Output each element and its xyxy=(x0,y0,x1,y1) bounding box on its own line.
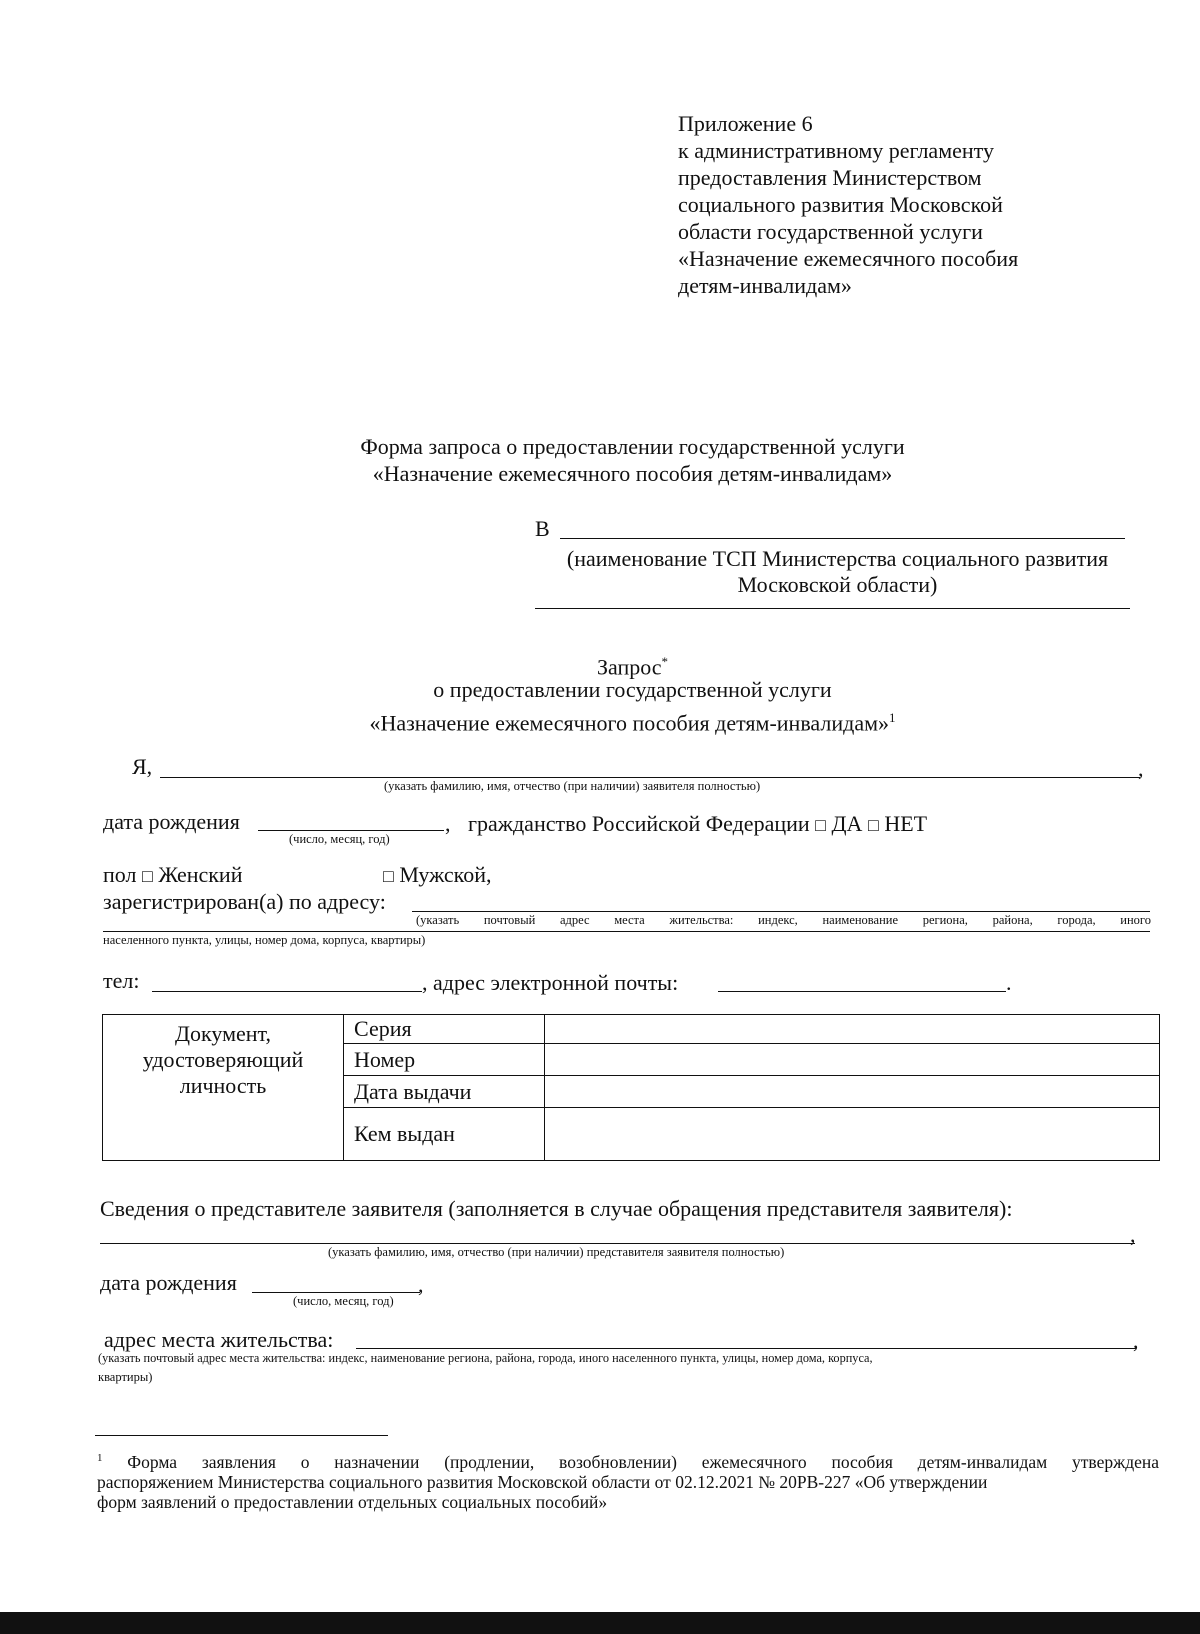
sex-label: пол xyxy=(103,862,137,887)
applicant-name-field[interactable] xyxy=(160,777,1140,778)
applicant-name-comma: , xyxy=(1138,756,1144,781)
applicant-birth-field[interactable] xyxy=(258,830,444,831)
addressee-field-2[interactable] xyxy=(535,608,1130,609)
footnote-line2: распоряжением Министерства социального развития Московской области от 02.12.2021 № 20РВ-227 «Об утверждении xyxy=(97,1471,988,1492)
form-title-line2: «Назначение ежемесячного пособия детям-инвалидам» xyxy=(372,461,893,486)
id-number-field[interactable] xyxy=(545,1044,1160,1076)
sex-row xyxy=(103,861,242,890)
request-asterisk: * xyxy=(661,654,669,669)
representative-address-hint-line1: (указать почтовый адрес места жительства: индекс, наименование региона, района, города, иного населенного пункта, улицы, номер дома, корпуса, xyxy=(98,1351,873,1365)
checkbox-no[interactable]: □ xyxy=(867,815,879,835)
email-label: , адрес электронной почты: xyxy=(422,970,679,995)
representative-address-label: адрес места жительства: xyxy=(104,1327,334,1352)
sex-male-label: Мужской, xyxy=(399,862,492,887)
reg-address-field-2[interactable] xyxy=(103,931,1150,932)
addressee-field[interactable] xyxy=(560,538,1125,539)
citizenship-text: гражданство Российской Федерации xyxy=(468,811,810,836)
representative-name-hint: (указать фамилию, имя, отчество (при наличии) представителя заявителя полностью) xyxy=(328,1245,785,1259)
checkbox-female[interactable]: □ xyxy=(141,866,153,886)
phone-field[interactable] xyxy=(152,991,422,992)
annex-line: детям-инвалидам» xyxy=(678,273,852,298)
request-title-word: Запрос xyxy=(596,654,662,680)
form-title-line1: Форма запроса о предоставлении государственной услуги xyxy=(360,434,905,459)
checkbox-male[interactable]: □ xyxy=(383,866,394,886)
request-footnote-mark: 1 xyxy=(889,710,896,725)
citizenship-row xyxy=(468,810,927,839)
citizenship-no-label: НЕТ xyxy=(884,811,928,836)
footnote xyxy=(97,1448,1159,1512)
footnote-line1: Форма заявления о назначении (продлении, возобновлении) ежемесячного пособия детям-инвалидам утверждена xyxy=(127,1451,1159,1472)
applicant-name-hint: (указать фамилию, имя, отчество (при наличии) заявителя полностью) xyxy=(384,779,761,793)
checkbox-yes[interactable]: □ xyxy=(815,815,827,835)
annex-line: «Назначение ежемесячного пособия xyxy=(678,246,1019,271)
addressee-hint-line1: (наименование ТСП Министерства социального развития xyxy=(566,546,1109,571)
representative-address-comma: , xyxy=(1133,1328,1139,1353)
phone-label: тел: xyxy=(103,968,140,993)
sex-female-label: Женский xyxy=(158,862,243,887)
email-period: . xyxy=(1006,970,1012,995)
annex-line: Приложение 6 xyxy=(678,111,813,136)
scan-edge xyxy=(0,1612,1200,1634)
id-row-label-series: Серия xyxy=(344,1015,545,1044)
addressee-prefix: В xyxy=(535,516,550,541)
annex-line: к административному регламенту xyxy=(678,138,994,163)
id-heading-line: личность xyxy=(179,1073,267,1098)
id-row-label-number: Номер xyxy=(344,1044,545,1076)
footnote-line1-wrap xyxy=(97,1448,1159,1472)
reg-hint-line1: (указать почтовый адрес места жительства: индекс, наименование региона, района, города, иного xyxy=(416,913,1151,927)
id-row-label-issue-date: Дата выдачи xyxy=(344,1075,545,1108)
representative-address-hint-line2: квартиры) xyxy=(98,1370,153,1384)
footnote-line3: форм заявлений о предоставлении отдельных социальных пособий» xyxy=(97,1491,608,1512)
annex-line: предоставления Министерством xyxy=(678,165,982,190)
annex-line: области государственной услуги xyxy=(678,219,983,244)
representative-address-field[interactable] xyxy=(356,1348,1136,1349)
applicant-i-label: Я, xyxy=(132,754,153,779)
id-document-heading xyxy=(103,1015,344,1161)
footnote-separator xyxy=(95,1435,388,1436)
request-title-line2: о предоставлении государственной услуги xyxy=(433,677,832,702)
representative-heading: Сведения о представителе заявителя (заполняется в случае обращения представителя заявителя): xyxy=(100,1196,1013,1221)
representative-name-field[interactable] xyxy=(100,1243,1135,1244)
reg-hint-line2: населенного пункта, улицы, номер дома, корпуса, квартиры) xyxy=(103,933,426,947)
representative-birth-comma: , xyxy=(418,1272,424,1297)
request-title-line3 xyxy=(300,704,965,736)
footnote-mark: 1 xyxy=(97,1452,103,1464)
id-series-field[interactable] xyxy=(545,1015,1160,1044)
representative-birth-hint: (число, месяц, год) xyxy=(293,1294,394,1308)
applicant-birth-label: дата рождения xyxy=(103,809,240,834)
representative-birth-field[interactable] xyxy=(252,1292,420,1293)
id-heading-line: удостоверяющий xyxy=(142,1047,304,1072)
reg-label: зарегистрирован(а) по адресу: xyxy=(103,889,386,914)
id-issued-by-field[interactable] xyxy=(545,1108,1160,1161)
id-heading-line: Документ, xyxy=(174,1021,271,1046)
id-issue-date-field[interactable] xyxy=(545,1075,1160,1108)
representative-birth-label: дата рождения xyxy=(100,1270,237,1295)
request-title-line3-text: «Назначение ежемесячного пособия детям-инвалидам» xyxy=(369,710,890,736)
applicant-birth-hint: (число, месяц, год) xyxy=(289,832,390,846)
reg-address-field[interactable] xyxy=(412,911,1150,912)
addressee-hint-line2: Московской области) xyxy=(737,572,938,597)
citizenship-yes-label: ДА xyxy=(831,811,863,836)
email-field[interactable] xyxy=(718,991,1006,992)
applicant-birth-comma: , xyxy=(445,811,451,836)
sex-male-group xyxy=(383,861,492,890)
id-document-table xyxy=(102,1014,1160,1161)
representative-name-comma: , xyxy=(1130,1222,1136,1247)
annex-line: социального развития Московской xyxy=(678,192,1003,217)
id-row-label-issued-by: Кем выдан xyxy=(344,1108,545,1161)
annex-block xyxy=(678,110,1098,299)
